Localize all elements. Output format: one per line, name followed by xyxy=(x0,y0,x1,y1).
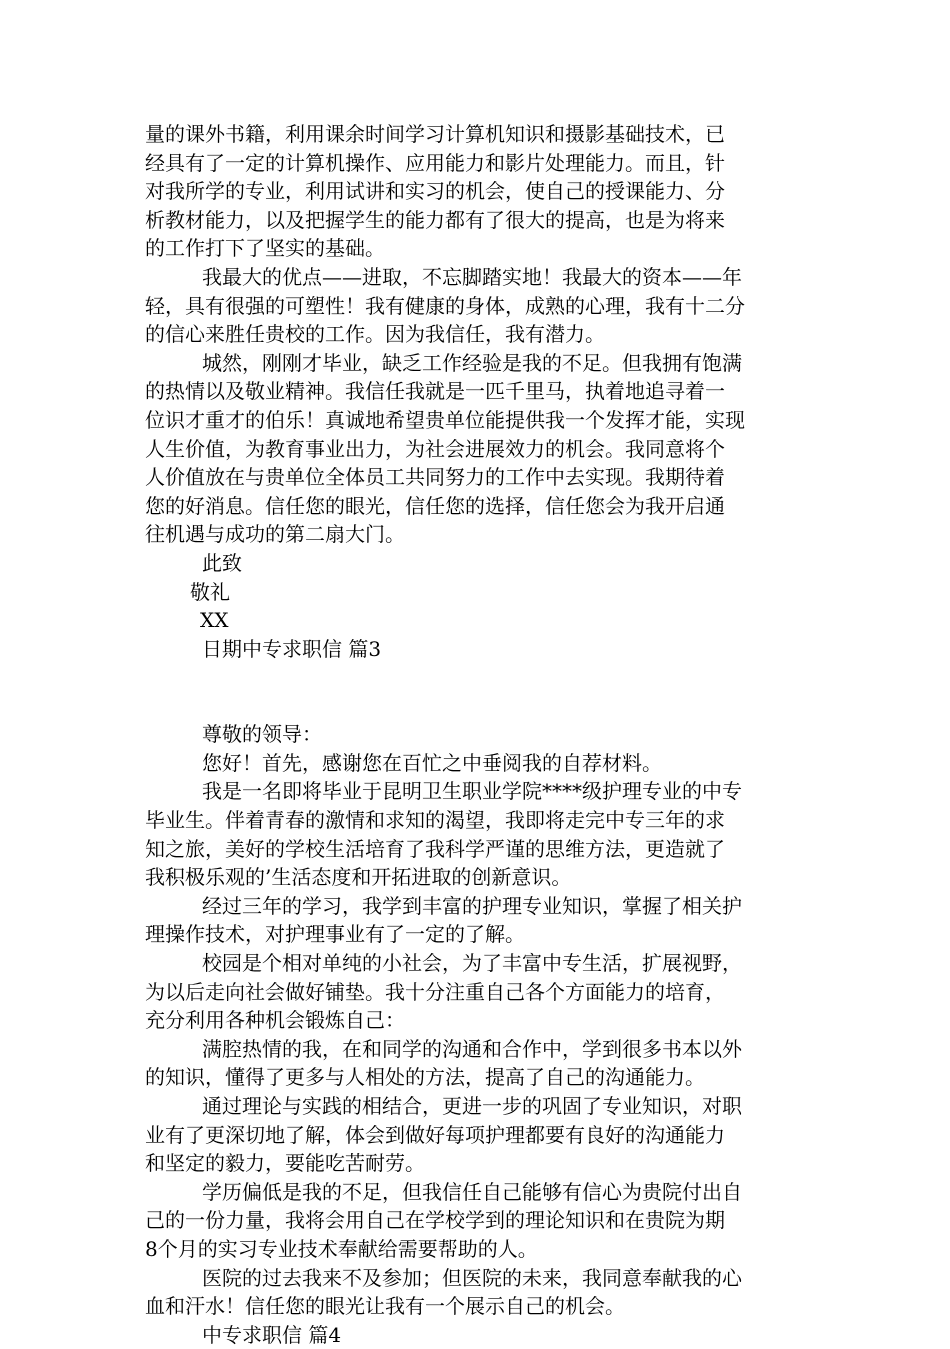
paragraph-line: 和坚定的毅力，要能吃苦耐劳。 xyxy=(145,1151,425,1176)
paragraph-line: 轻，具有很强的可塑性！我有健康的身体，成熟的心理，我有十二分 xyxy=(145,293,745,318)
paragraph-line: 我最大的优点——进取，不忘脚踏实地！我最大的资本——年 xyxy=(202,264,742,289)
paragraph-line: 量的课外书籍，利用课余时间学习计算机知识和摄影基础技术，已 xyxy=(145,122,725,146)
paragraph-line: 业有了更深切地了解，体会到做好每项护理都要有良好的沟通能力 xyxy=(145,1122,725,1147)
paragraph-line: 您的好消息。信任您的眼光，信任您的选择，信任您会为我开启通 xyxy=(145,493,725,518)
paragraph-line: 人价值放在与贵单位全体员工共同努力的工作中去实现。我期待着 xyxy=(145,465,725,490)
blank-spacer xyxy=(145,663,785,720)
paragraph-line: 往机遇与成功的第二扇大门。 xyxy=(145,522,405,547)
section-heading: 中专求职信 篇4 xyxy=(202,1322,342,1347)
paragraph-line: 知之旅，美好的学校生活培育了我科学严谨的思维方法，更造就了 xyxy=(145,836,725,861)
paragraph-line: 己的一份力量，我将会用自己在学校学到的理论知识和在贵院为期 xyxy=(145,1208,725,1233)
paragraph-line: 血和汗水！信任您的眼光让我有一个展示自己的机会。 xyxy=(145,1294,625,1319)
paragraph-line: 8个月的实习专业技术奉献给需要帮助的人。 xyxy=(145,1236,538,1261)
paragraph-line: 我积极乐观的’生活态度和开拓进取的创新意识。 xyxy=(145,865,572,890)
paragraph-line: 人生价值，为教育事业出力，为社会进展效力的机会。我同意将个 xyxy=(145,436,725,461)
paragraph-line: 通过理论与实践的相结合，更进一步的巩固了专业知识，对职 xyxy=(202,1094,742,1118)
closing-line: 此致 xyxy=(202,550,242,575)
paragraph-line: 的工作打下了坚实的基础。 xyxy=(145,236,385,261)
paragraph-line: 充分利用各种机会锻炼自己： xyxy=(145,1008,405,1033)
paragraph-line: 医院的过去我来不及参加；但医院的未来，我同意奉献我的心 xyxy=(202,1265,742,1290)
section-heading: 日期中专求职信 篇3 xyxy=(202,636,382,661)
paragraph-line: 理操作技术，对护理事业有了一定的了解。 xyxy=(145,922,525,947)
paragraph-line: 校园是个相对单纯的小社会，为了丰富中专生活，扩展视野， xyxy=(202,951,742,976)
paragraph-line: 经过三年的学习，我学到丰富的护理专业知识，掌握了相关护 xyxy=(202,893,742,918)
paragraph-line: 为以后走向社会做好铺垫。我十分注重自己各个方面能力的培育， xyxy=(145,979,725,1004)
paragraph-line: 位识才重才的伯乐！真诚地希望贵单位能提供我一个发挥才能，实现 xyxy=(145,407,745,432)
paragraph-line: 毕业生。伴着青春的激情和求知的渴望，我即将走完中专三年的求 xyxy=(145,808,725,833)
paragraph-line: 对我所学的专业，利用试讲和实习的机会，使自己的授课能力、分 xyxy=(145,179,725,204)
paragraph-line: 您好！首先，感谢您在百忙之中垂阅我的自荐材料。 xyxy=(202,750,662,775)
salutation-line: 尊敬的领导： xyxy=(202,722,322,747)
paragraph-line: 满腔热情的我，在和同学的沟通和合作中，学到很多书本以外 xyxy=(202,1036,742,1061)
paragraph-line: 的信心来胜任贵校的工作。因为我信任，我有潜力。 xyxy=(145,322,605,347)
paragraph-line: 经具有了一定的计算机操作、应用能力和影片处理能力。而且，针 xyxy=(145,150,725,175)
paragraph-line: 我是一名即将毕业于昆明卫生职业学院****级护理专业的中专 xyxy=(202,779,742,804)
paragraph-line: 析教材能力，以及把握学生的能力都有了很大的提高，也是为将来 xyxy=(145,207,725,232)
closing-salutation: 敬礼 xyxy=(190,579,230,604)
paragraph-line: 城然，刚刚才毕业，缺乏工作经验是我的不足。但我拥有饱满 xyxy=(202,350,742,375)
document-body xyxy=(145,120,785,1349)
paragraph-line: 学历偏低是我的不足，但我信任自己能够有信心为贵院付出自 xyxy=(202,1179,742,1204)
paragraph-line: 的知识，懂得了更多与人相处的方法，提高了自己的沟通能力。 xyxy=(145,1065,705,1090)
paragraph-line: 的热情以及敬业精神。我信任我就是一匹千里马，执着地追寻着一 xyxy=(145,379,725,404)
signature-line: XX xyxy=(200,608,229,633)
